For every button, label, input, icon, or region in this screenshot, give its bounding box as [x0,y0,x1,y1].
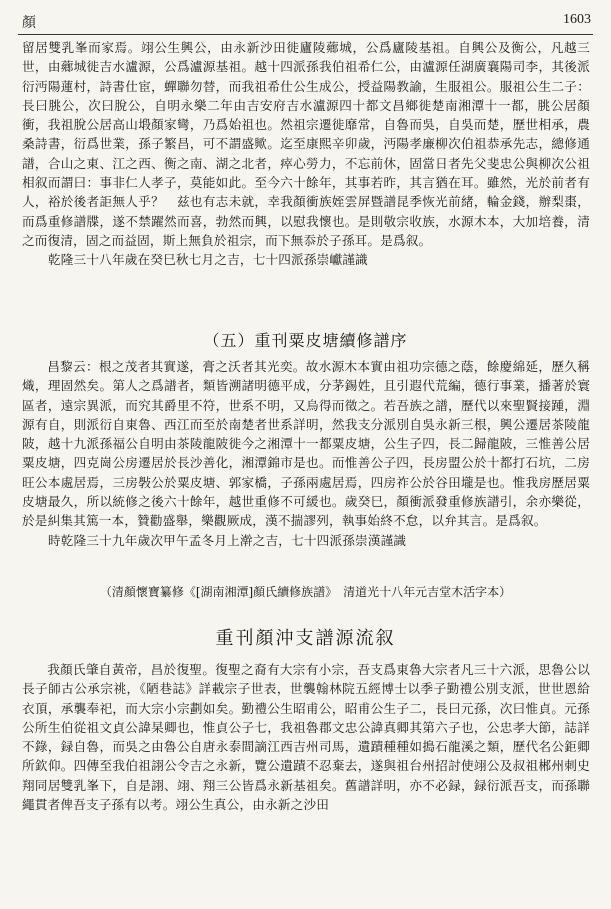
section-1-body: 留居雙乳峯而家焉。翊公生興公，由永新沙田徙廬陵薌城，公爲廬陵基祖。自興公及衡公，凡越三世，由薌城徙吉水瀘源，公爲瀘源基祖。越十四派孫我伯祖希仁公，由瀘源任湖廣襄陽司李，其後派衍沔陽蓮村，詩書仕宦，蟬聯勿替，而我祖希仕公生成公，授益陽教諭，生服祖公。服祖公生二子：長曰朓公，次曰脫公，自明永樂二年由吉安府吉水瀘源四十都文昌鄉徙楚南湘潭十一都，朓公居顏衝，我祖脫公居高山塅顏家彎，乃爲始祖也。然祖宗遷徙靡常，自魯而吳，自吳而楚，歷世相承，農桑詩書，衍爲世業，孫子繁昌，可不謂盛歟。迄至康熙辛卯歲，沔陽孝廉柳次伯祖恭承先志，總修通譜，合山之東、江之西、衡之南、湖之北者，瘁心勞力，不忘前休，固當日者先父斐忠公與柳次公祖相叙而謂曰：事非仁人孝子，莫能如此。至今六十餘年，其事若昨，其言猶在耳。雖然，光於前者有人，裕於後者詎無人乎？ 兹也有志未就，幸我顏衝族姪雲屏暨譜昆季恢光前緒，輪金錢，辦梨棗，而爲重修譜牒，遂不禁躍然而喜，勃然而興，以慰我懷也。是則敬宗收族，水源木本，大加培養，清之而復清，固之而益固，斯上無負於祖宗，而下無忝於子孫耳。是爲叙。 [22,40,590,248]
chapter-title: 重刊顏沖支譜源流叙 [215,628,396,649]
section-3 [22,660,590,814]
page-header [0,0,611,30]
section-2-body: 昌黎云：根之茂者其實遂，膏之沃者其光奕。故水源木本實由祖功宗德之蔭，餘慶綿延，歷久稱熾，理固然矣。第人之爲譜者，類皆溯諸明德平成，分茅錫姓，且引遐代荒編，德行事業，播著於寰區者，遠宗異派，而究其爵里不符，世系不明，又烏得而徵之。若吾族之譜，歷代以來聖賢接踵，淵源有自，則派衍自東魯、西江而至於南楚者世系詳明，然我支分派別自吳永新三根，興公遷居茶陵龍陂，越十九派孫福公自明由茶陵龍陂徙今之湘潭十一都粟皮塘，公生子四，長二歸龍陂，三惟善公居粟皮塘，四克崗公房遷居於長沙善化，湘潭錦市是也。而惟善公子四，長房盟公於十都打石坑，二房旺公本處居焉，三房斅公於粟皮塘、郭家橋，子孫兩處居焉，四房祚公於谷田壠是也。惟我房歷居粟皮塘最久，所以統修之後六十餘年，越世重修不可緩也。歲癸巳，顏衝派發重修族譜引，余亦樂從，於是糾集其篤一本，贊勸盛舉，樂觀厥成，漢不揣謬列，執事始終不怠，以弁其言。是爲叙。 [22,359,590,529]
section-1 [22,38,590,270]
running-head: 顏 [22,15,36,31]
page-number: 1603 [563,12,591,27]
section-3-body: 我顏氏肇自黃帝，昌於復聖。復聖之裔有大宗有小宗，吾支爲東魯大宗者凡三十六派，思魯公以長子師古公承宗祧，《陋巷誌》詳載宗子世表，世襲翰林院五經博士以季子勤禮公別支派，世世恩給衣頂，承襲奉祀，而大宗小宗劃如矣。勤禮公生昭甫公，昭甫公生子二，長曰元孫，次曰惟貞。元孫公所生伯從祖文貞公諱杲卿也，惟貞公子七，我祖魯郡文忠公諱真卿其第六子也，公忠孝大節，誌詳不錄，録自魯，而吳之由魯公自唐永泰間謫江西吉州司馬，遺蹟種種如搗石龍溪之類，歷代名公鉅卿所欽仰。四傳至我伯祖詡公令吉之永新，覽公遺蹟不忍棄去，遂與祖台州招討使翊公及叔祖郴州刺史翔同居雙乳峯下，自是詡、翊、翔三公皆爲永新基祖矣。舊譜詳明，亦不必録，録衍派吾支，而孫聯繩貫者俾吾支子孫有以考。翊公生真公，由永新之沙田 [22,662,590,813]
source-citation: （清顏懷寶纂修《[湖南湘潭]顏氏續修族譜》 清道光十八年元吉堂木活字本） [99,585,512,599]
header-rule [18,34,593,35]
section-1-signature: 乾隆三十八年歲在癸巳秋七月之吉，七十四派孫崇巘謹識 [48,252,368,268]
section-heading-5: （五）重刊粟皮塘續修譜序 [203,331,408,350]
section-2 [22,357,590,550]
section-2-signature: 時乾隆三十九年歲次甲午孟冬月上澣之吉，七十四派孫崇漢謹識 [48,532,407,548]
